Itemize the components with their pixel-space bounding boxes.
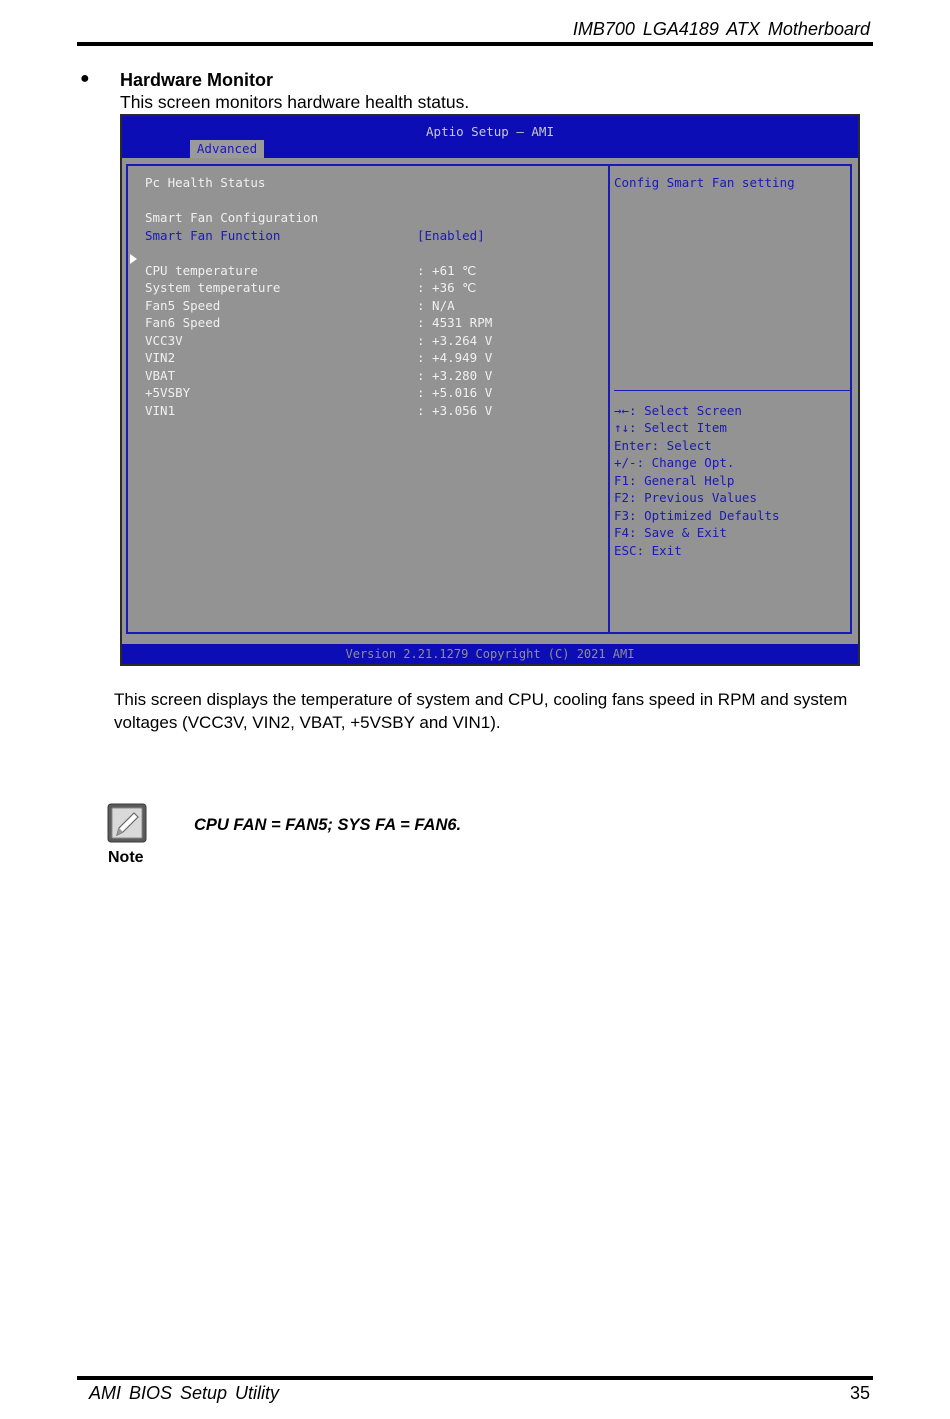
reading-label: Fan5 Speed bbox=[145, 298, 221, 313]
key-hint: ↑↓: Select Item bbox=[614, 420, 727, 435]
bios-group-title: Pc Health Status bbox=[145, 175, 266, 190]
reading-value: : +3.264 V bbox=[417, 333, 493, 348]
bios-screenshot bbox=[120, 114, 860, 666]
reading-value: : N/A bbox=[417, 298, 455, 313]
reading-value: : +36 ℃ bbox=[417, 280, 477, 295]
bios-panel-divider bbox=[608, 164, 610, 634]
footer-title: AMI BIOS Setup Utility bbox=[89, 1383, 280, 1403]
document-title: IMB700 LGA4189 ATX Motherboard bbox=[572, 19, 870, 39]
reading-value: : +5.016 V bbox=[417, 385, 493, 400]
note-label: Note bbox=[108, 849, 144, 866]
reading-value: : +4.949 V bbox=[417, 350, 493, 365]
bios-help-divider bbox=[614, 390, 850, 391]
page-number: 35 bbox=[849, 1383, 870, 1403]
body-paragraph: This screen displays the temperature of system and CPU, cooling fans speed in RPM and system voltages (VCC3V, VIN2, VBAT, +5VSBY and VIN1). bbox=[114, 690, 848, 732]
smart-fan-configuration-item[interactable]: Smart Fan Configuration bbox=[145, 210, 319, 225]
key-hint: ESC: Exit bbox=[614, 543, 682, 558]
reading-label: VCC3V bbox=[145, 333, 183, 348]
reading-label: +5VSBY bbox=[145, 385, 191, 400]
section-heading: Hardware Monitor bbox=[120, 70, 274, 90]
tab-advanced[interactable]: Advanced bbox=[190, 140, 264, 158]
section-description: This screen monitors hardware health status. bbox=[120, 92, 470, 112]
reading-value: : +3.056 V bbox=[417, 403, 493, 418]
key-hint: Enter: Select bbox=[614, 438, 712, 453]
reading-value: : 4531 RPM bbox=[417, 315, 493, 330]
reading-label: System temperature bbox=[145, 280, 281, 295]
submenu-arrow-icon bbox=[130, 254, 137, 264]
reading-label: Fan6 Speed bbox=[145, 315, 221, 330]
smart-fan-function-value[interactable]: [Enabled] bbox=[417, 228, 485, 243]
note-pencil-icon bbox=[107, 803, 147, 843]
key-hint: →←: Select Screen bbox=[614, 403, 742, 418]
footer-rule bbox=[77, 1376, 873, 1380]
bios-title-bar bbox=[122, 116, 858, 158]
key-hint: F2: Previous Values bbox=[614, 490, 757, 505]
reading-label: CPU temperature bbox=[145, 263, 258, 278]
smart-fan-function-label: Smart Fan Function bbox=[145, 228, 281, 243]
bios-title: Aptio Setup – AMI bbox=[426, 124, 554, 139]
reading-value: : +61 ℃ bbox=[417, 263, 477, 278]
bios-help-text: Config Smart Fan setting bbox=[614, 175, 795, 190]
key-hint: F4: Save & Exit bbox=[614, 525, 727, 540]
key-hint: F1: General Help bbox=[614, 473, 735, 488]
reading-value: : +3.280 V bbox=[417, 368, 493, 383]
reading-label: VIN2 bbox=[145, 350, 176, 365]
bullet-icon: ● bbox=[80, 70, 90, 87]
note-text: CPU FAN = FAN5; SYS FA = FAN6. bbox=[194, 816, 462, 834]
key-hint: F3: Optimized Defaults bbox=[614, 508, 780, 523]
key-hint: +/-: Change Opt. bbox=[614, 455, 735, 470]
bios-version-footer: Version 2.21.1279 Copyright (C) 2021 AMI bbox=[122, 644, 858, 664]
bios-body bbox=[122, 158, 858, 644]
header-rule bbox=[77, 42, 873, 46]
reading-label: VIN1 bbox=[145, 403, 176, 418]
reading-label: VBAT bbox=[145, 368, 176, 383]
